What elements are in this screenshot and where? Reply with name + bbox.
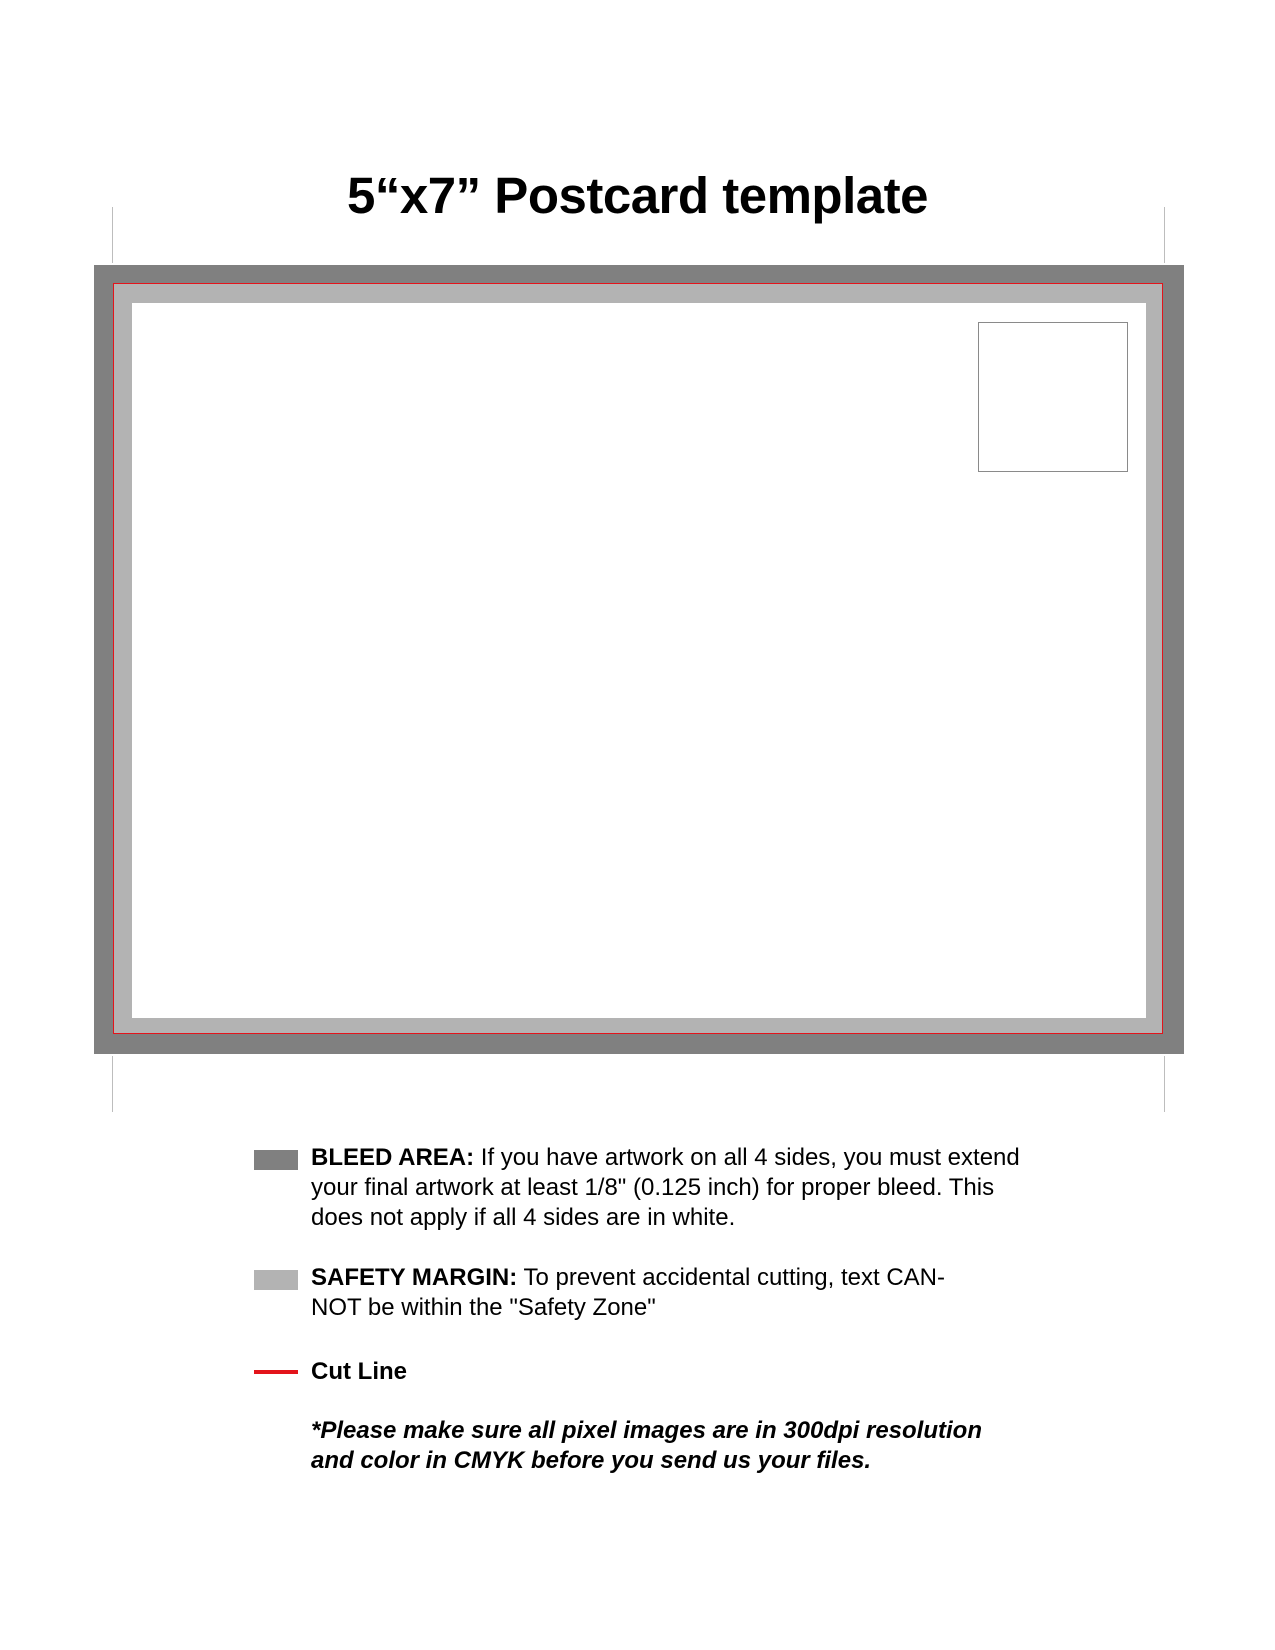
crop-mark-bottom-left <box>112 1056 113 1112</box>
cut-label: Cut Line <box>311 1358 407 1385</box>
crop-mark-bottom-right <box>1164 1056 1165 1112</box>
safety-label: SAFETY MARGIN: <box>311 1264 518 1291</box>
bleed-label: BLEED AREA: <box>311 1144 475 1171</box>
safety-description: To prevent accidental cutting, text CAN-NOT be within the "Safety Zone" <box>311 1264 946 1321</box>
note-line-2: and color in CMYK before you send us your files. <box>311 1447 872 1474</box>
cut-legend-text <box>311 1357 1031 1387</box>
bleed-swatch <box>254 1150 298 1170</box>
crop-mark-top-right <box>1164 207 1165 263</box>
stamp-box <box>978 322 1128 472</box>
bleed-description: If you have artwork on all 4 sides, you must extend your final artwork at least 1/8" (0.125 inch) for proper bleed. This does not apply if all 4 sides are in white. <box>311 1144 1020 1231</box>
safety-swatch <box>254 1270 298 1290</box>
safety-legend-text <box>311 1263 991 1323</box>
resolution-note <box>311 1416 1071 1476</box>
page-title: 5“x7” Postcard template <box>347 167 928 224</box>
crop-mark-top-left <box>112 207 113 263</box>
bleed-legend-text <box>311 1143 1031 1233</box>
cut-line-swatch <box>254 1370 298 1374</box>
note-line-1: *Please make sure all pixel images are in 300dpi resolution <box>311 1417 982 1444</box>
